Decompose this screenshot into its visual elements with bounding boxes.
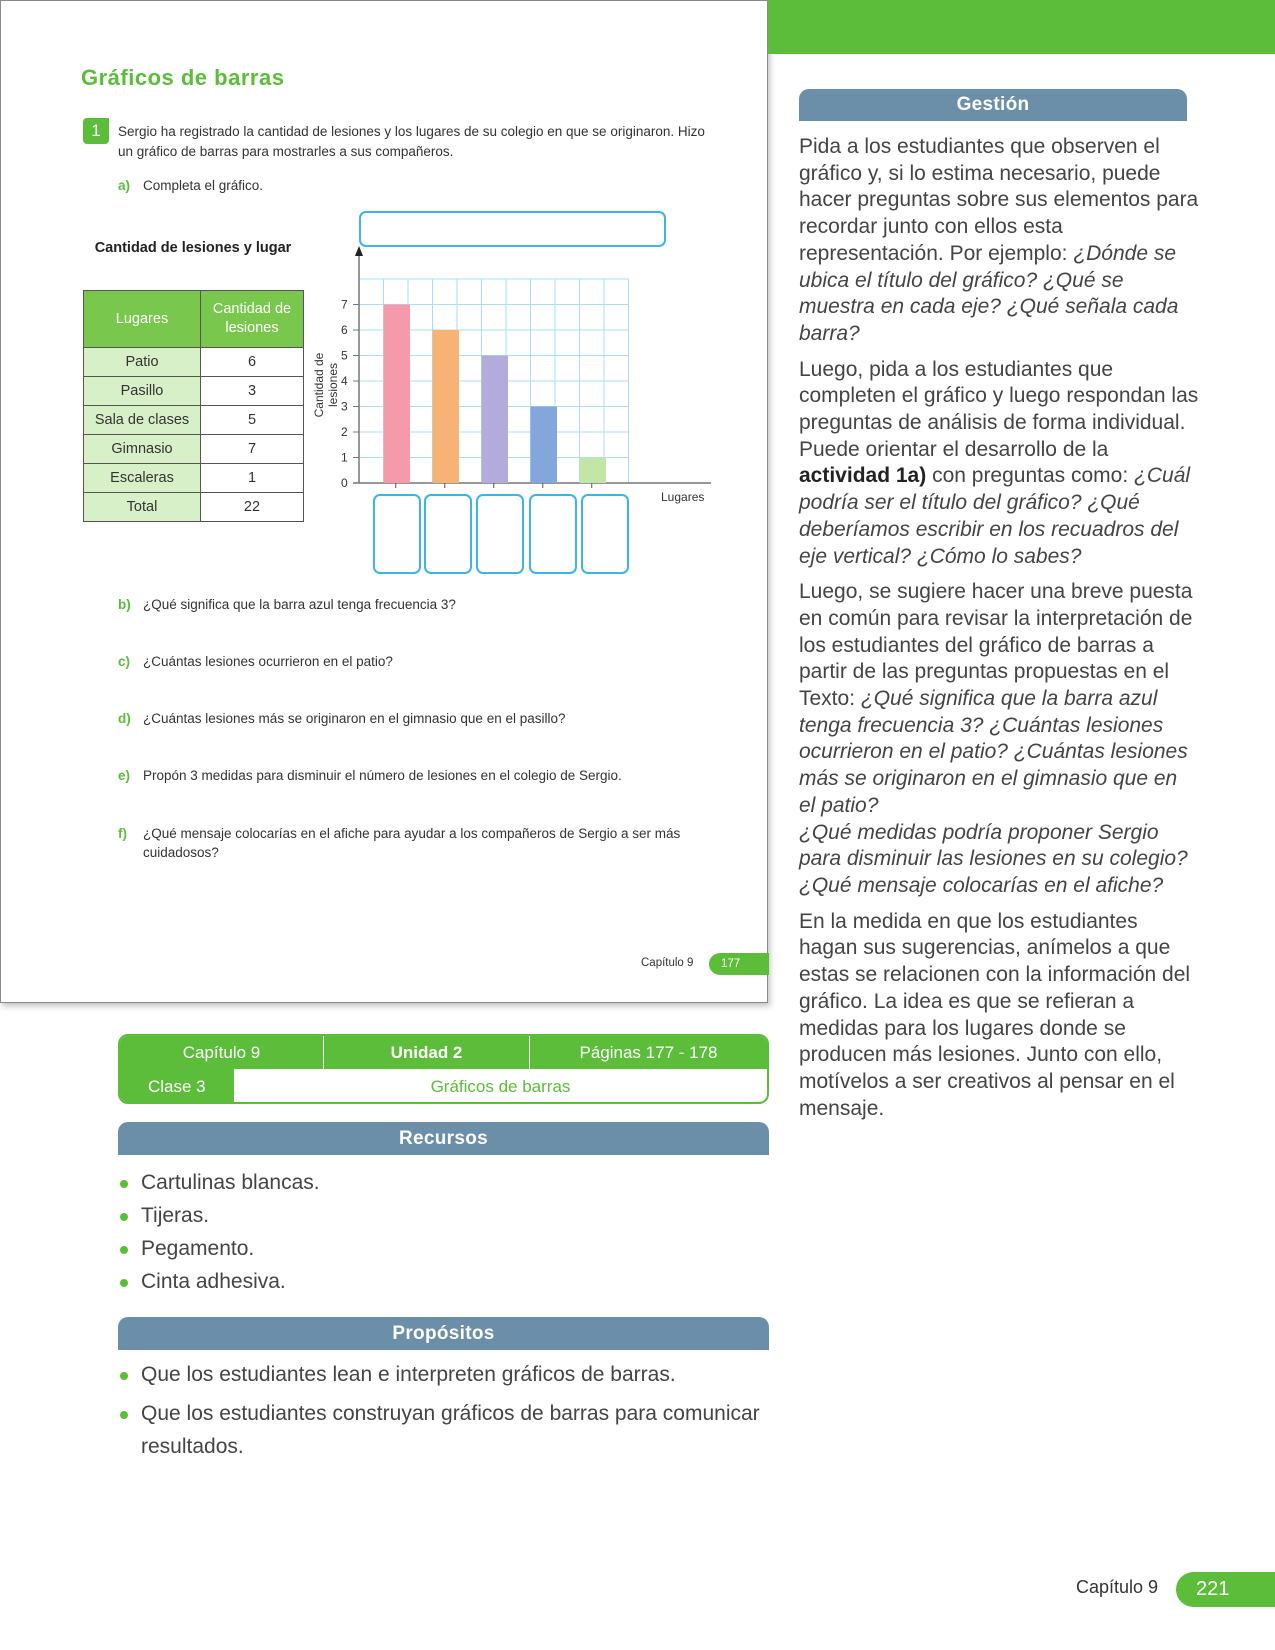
question-letter: e) — [118, 768, 131, 783]
gestion-body — [799, 134, 1199, 1131]
cell-count: 3 — [201, 377, 304, 406]
svg-text:0: 0 — [341, 476, 348, 490]
chart-plot-area — [311, 206, 711, 506]
table-row — [84, 377, 304, 406]
text: Luego, se sugiere hacer una breve puesta en común para revisar la interpretación de los estudiantes del gráfico de barras a partir de las preguntas propuestas en el Texto: — [799, 580, 1193, 711]
category-label-box[interactable] — [529, 494, 577, 574]
page-number: 221 — [1176, 1572, 1275, 1607]
question-text: ¿Cuántas lesiones más se originaron en el gimnasio que en el pasillo? — [143, 711, 566, 726]
text: Luego, pida a los estudiantes que completen el gráfico y luego respondan las preguntas de análisis de forma individual. Puede orientar el desarrollo de la — [799, 357, 1199, 461]
page-title: Gráficos de barras — [81, 65, 285, 90]
table-caption: Cantidad de lesiones y lugar — [94, 240, 292, 256]
student-footer-chapter: Capítulo 9 — [641, 957, 694, 969]
y-axis-label: Cantidad de lesiones — [312, 352, 340, 418]
svg-text:7: 7 — [341, 297, 348, 312]
info-class: Clase 3 — [120, 1069, 234, 1104]
question-a — [118, 176, 718, 195]
table-row — [84, 406, 304, 435]
text-italic: ¿Qué mensaje colocarías en el afiche? — [799, 873, 1164, 897]
propositos-header: Propósitos — [118, 1317, 769, 1350]
question-letter: c) — [118, 654, 131, 669]
gestion-paragraph-1 — [799, 134, 1199, 348]
cell-count: 7 — [201, 435, 304, 464]
lesson-info-table — [118, 1034, 769, 1104]
injuries-table — [83, 290, 304, 522]
text: Pida a los estudiantes que observen el gráfico y, si lo estima necesario, puede hacer preguntas sobre sus elementos para recordar junto con ellos esta representación. Por ejemplo: — [799, 135, 1199, 265]
question-c — [118, 652, 718, 671]
y-axis-arrow-icon — [355, 246, 363, 256]
top-accent-bar — [768, 0, 1275, 54]
text-italic: ¿Dónde se ubica el título del gráfico? ¿Qué se muestra en cada eje? ¿Qué señala cada barra? — [799, 241, 1179, 345]
cell-place: Total — [84, 493, 201, 522]
cell-place: Gimnasio — [84, 435, 201, 464]
question-letter: d) — [118, 711, 131, 726]
category-label-box[interactable] — [581, 494, 629, 574]
category-label-box[interactable] — [373, 494, 421, 574]
recursos-list — [118, 1166, 768, 1298]
column-header: Cantidad de lesiones — [201, 291, 304, 348]
cell-count: 1 — [201, 464, 304, 493]
bar — [580, 458, 607, 484]
question-letter: a) — [118, 178, 131, 193]
cell-place: Pasillo — [84, 377, 201, 406]
footer-chapter: Capítulo 9 — [1076, 1577, 1159, 1597]
question-text: ¿Cuántas lesiones ocurrieron en el patio? — [143, 654, 393, 669]
svg-text:2: 2 — [341, 425, 348, 439]
svg-text:6: 6 — [341, 323, 348, 337]
bar-chart — [311, 206, 711, 576]
list-item: Que los estudiantes lean e interpreten gráficos de barras. — [118, 1358, 768, 1391]
info-pages: Páginas 177 - 178 — [579, 1043, 718, 1062]
list-item: Que los estudiantes construyan gráficos de barras para comunicar resultados. — [118, 1397, 768, 1463]
text-italic: ¿Qué medidas podría proponer Sergio para disminuir las lesiones en su colegio? — [799, 820, 1188, 871]
gestion-header: Gestión — [799, 89, 1187, 121]
text-italic: ¿Qué significa que la barra azul tenga frecuencia 3? ¿Cuántas lesiones ocurrieron en el patio? ¿Cuántas lesiones más se originaron en el gimnasio que en el patio? — [799, 687, 1188, 817]
cell-place: Escaleras — [84, 464, 201, 493]
question-text: Completa el gráfico. — [143, 178, 264, 193]
table-row — [84, 348, 304, 377]
table-row — [84, 464, 304, 493]
list-item: Cinta adhesiva. — [118, 1265, 768, 1298]
text-bold: actividad 1a) — [799, 464, 927, 488]
list-item: Tijeras. — [118, 1199, 768, 1232]
svg-text:1: 1 — [341, 450, 348, 465]
list-item: Pegamento. — [118, 1232, 768, 1265]
question-d — [118, 709, 718, 728]
text-italic: ¿Cuál podría ser el título del gráfico? ¿Qué deberíamos escribir en los recuadros del eje vertical? ¿Cómo lo sabes? — [799, 464, 1191, 568]
question-f — [118, 824, 718, 862]
question-letter: b) — [118, 597, 131, 612]
svg-text:5: 5 — [341, 348, 348, 363]
svg-text:3: 3 — [341, 399, 348, 414]
list-item: Cartulinas blancas. — [118, 1166, 768, 1199]
gestion-paragraph-4: En la medida en que los estudiantes hagan sus sugerencias, anímelos a que estas se relacionen con la información del gráfico. La idea es que se refieran a medidas para los lugares donde se producen más lesiones. Junto con ello, motívelos a ser creativos al pensar en el mensaje. — [799, 909, 1191, 1120]
question-b — [118, 595, 718, 614]
recursos-header: Recursos — [118, 1122, 769, 1155]
svg-text:4: 4 — [341, 374, 348, 388]
bar — [482, 356, 509, 484]
cell-count: 6 — [201, 348, 304, 377]
cell-count: 5 — [201, 406, 304, 435]
info-chapter: Capítulo 9 — [120, 1036, 324, 1069]
student-page-number: 177 — [709, 953, 769, 975]
cell-place: Patio — [84, 348, 201, 377]
info-topic: Gráficos de barras — [430, 1077, 571, 1096]
propositos-list — [118, 1358, 768, 1469]
student-page-thumbnail — [0, 0, 768, 1003]
question-text: ¿Qué mensaje colocarías en el afiche para ayudar a los compañeros de Sergio a ser más cuidadosos? — [143, 826, 681, 860]
cell-count: 22 — [201, 493, 304, 522]
cell-place: Sala de clases — [84, 406, 201, 435]
question-text: Propón 3 medidas para disminuir el número de lesiones en el colegio de Sergio. — [143, 768, 622, 783]
table-row — [84, 435, 304, 464]
gestion-paragraph-3 — [799, 579, 1199, 899]
text: con preguntas como: — [926, 464, 1135, 488]
table-row — [84, 493, 304, 522]
category-label-box[interactable] — [476, 494, 524, 574]
x-axis-label: Lugares — [661, 490, 705, 504]
bar — [384, 305, 411, 484]
gestion-paragraph-2 — [799, 357, 1199, 571]
bar — [433, 330, 460, 483]
info-unit: Unidad 2 — [324, 1036, 530, 1069]
column-header: Lugares — [84, 291, 201, 348]
category-label-box[interactable] — [424, 494, 472, 574]
task-intro: Sergio ha registrado la cantidad de lesiones y los lugares de su colegio en que se originaron. Hizo un gráfico de barras para mostrarles a sus compañeros. — [118, 124, 705, 159]
question-text: ¿Qué significa que la barra azul tenga frecuencia 3? — [143, 597, 456, 612]
question-e — [118, 766, 718, 785]
question-letter: f) — [118, 826, 127, 841]
task-number-badge: 1 — [83, 118, 109, 144]
bar — [531, 407, 558, 484]
